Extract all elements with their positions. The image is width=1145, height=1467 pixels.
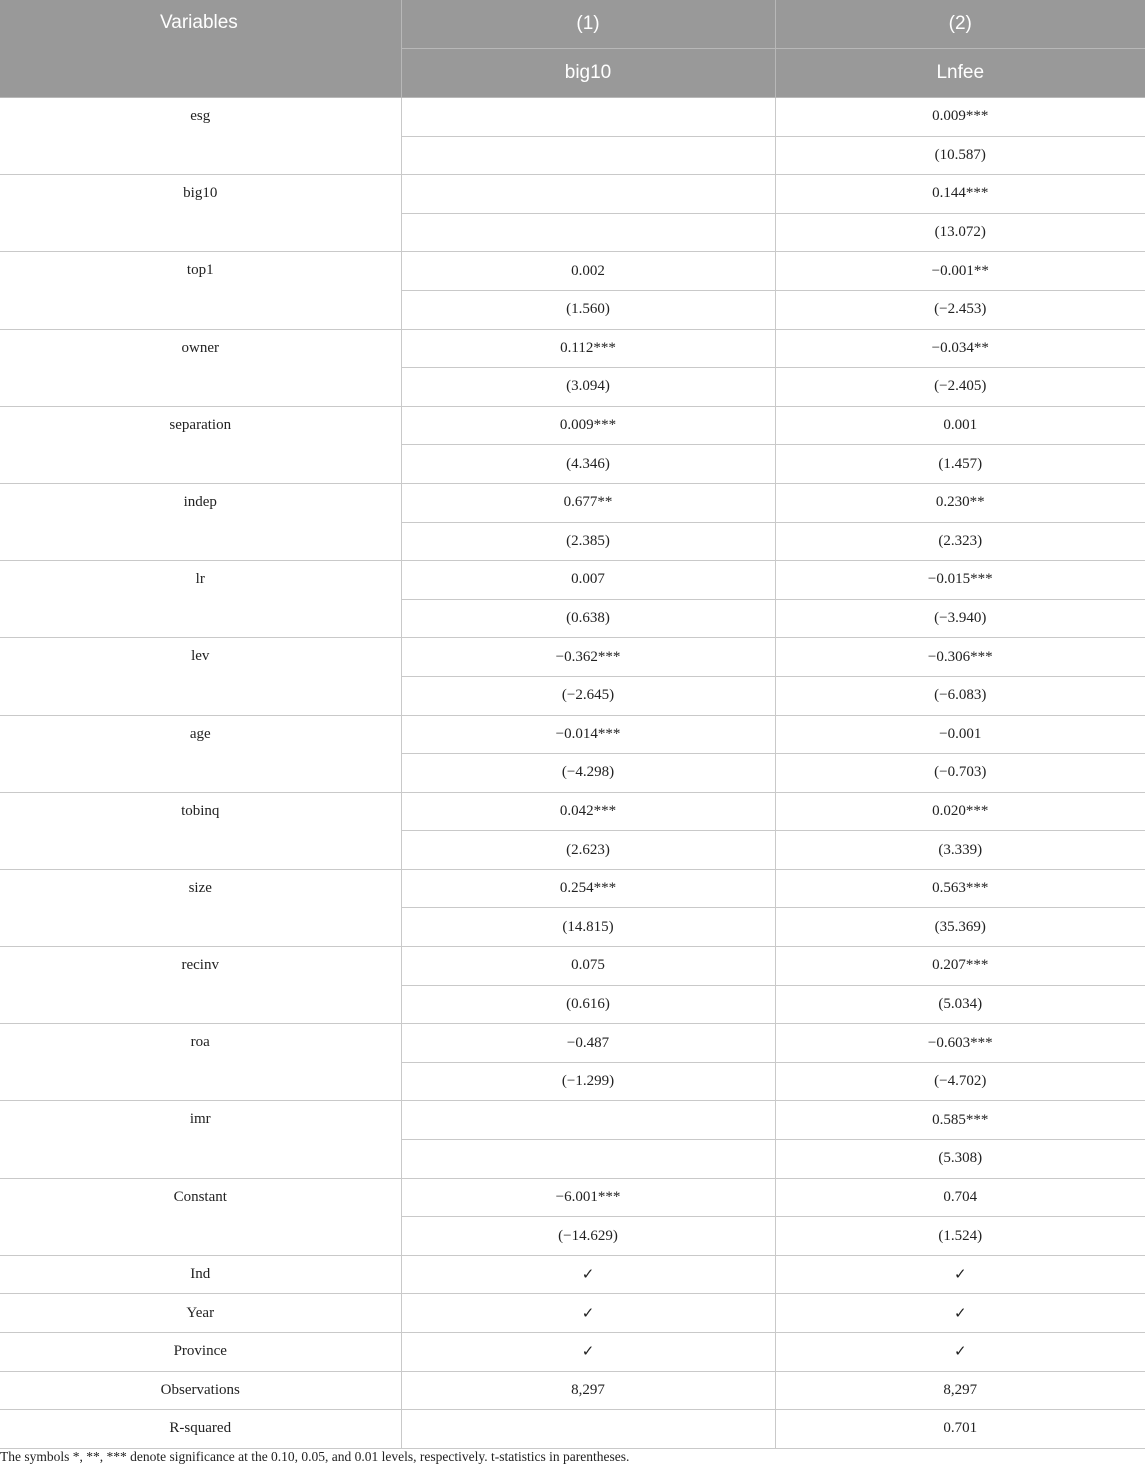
table-row [0, 175, 1145, 214]
coefficient-col-1 [401, 1101, 775, 1140]
value-col-1: 8,297 [401, 1371, 775, 1410]
t-stat-col-1: (2.623) [401, 831, 775, 870]
coefficient-col-1 [401, 98, 775, 137]
t-stat-col-2: (13.072) [775, 213, 1145, 252]
coefficient-col-2: −0.001 [775, 715, 1145, 754]
coefficient-col-1: 0.677** [401, 483, 775, 522]
variable-name: imr [0, 1101, 401, 1178]
variable-name: Ind [0, 1255, 401, 1294]
variable-name: age [0, 715, 401, 792]
coefficient-col-1: −0.487 [401, 1024, 775, 1063]
variable-name: tobinq [0, 792, 401, 869]
variable-name: separation [0, 406, 401, 483]
value-col-2: ✓ [775, 1333, 1145, 1372]
table-header [0, 0, 1145, 98]
table-row [0, 98, 1145, 137]
coefficient-col-1: 0.002 [401, 252, 775, 291]
t-stat-col-2: (−4.702) [775, 1062, 1145, 1101]
table-row [0, 252, 1145, 291]
column-2-dependent-variable: Lnfee [775, 49, 1145, 98]
variable-name: esg [0, 98, 401, 175]
t-stat-col-1: (−1.299) [401, 1062, 775, 1101]
table-row [0, 1294, 1145, 1333]
variables-header: Variables [0, 0, 401, 98]
t-stat-col-1: (−14.629) [401, 1217, 775, 1256]
t-stat-col-1: (−2.645) [401, 676, 775, 715]
value-col-2: 0.701 [775, 1410, 1145, 1449]
coefficient-col-1: 0.075 [401, 947, 775, 986]
coefficient-col-2: 0.563*** [775, 869, 1145, 908]
value-col-1: ✓ [401, 1255, 775, 1294]
table-row [0, 869, 1145, 908]
value-col-2: ✓ [775, 1255, 1145, 1294]
coefficient-col-1: −0.362*** [401, 638, 775, 677]
table-row [0, 1024, 1145, 1063]
t-stat-col-1 [401, 1140, 775, 1179]
coefficient-col-2: 0.585*** [775, 1101, 1145, 1140]
coefficient-col-1: −0.014*** [401, 715, 775, 754]
value-col-2: 8,297 [775, 1371, 1145, 1410]
coefficient-col-2: −0.306*** [775, 638, 1145, 677]
coefficient-col-2: −0.603*** [775, 1024, 1145, 1063]
column-2-number: (2) [775, 0, 1145, 49]
t-stat-col-2: (5.034) [775, 985, 1145, 1024]
t-stat-col-1: (2.385) [401, 522, 775, 561]
table-row [0, 947, 1145, 986]
variable-name: indep [0, 483, 401, 560]
variable-name: top1 [0, 252, 401, 329]
variable-name: roa [0, 1024, 401, 1101]
coefficient-col-1: 0.042*** [401, 792, 775, 831]
coefficient-col-1: 0.254*** [401, 869, 775, 908]
coefficient-col-2: 0.207*** [775, 947, 1145, 986]
t-stat-col-1: (1.560) [401, 290, 775, 329]
coefficient-col-1: 0.007 [401, 561, 775, 600]
coefficient-col-2: −0.001** [775, 252, 1145, 291]
coefficient-col-1: 0.009*** [401, 406, 775, 445]
t-stat-col-2: (1.457) [775, 445, 1145, 484]
table-body [0, 98, 1145, 1449]
variable-name: lev [0, 638, 401, 715]
t-stat-col-2: (5.308) [775, 1140, 1145, 1179]
table-row [0, 561, 1145, 600]
column-1-dependent-variable: big10 [401, 49, 775, 98]
t-stat-col-2: (2.323) [775, 522, 1145, 561]
t-stat-col-2: (−2.405) [775, 368, 1145, 407]
table-footnote: The symbols *, **, *** denote significance at the 0.10, 0.05, and 0.01 levels, respectively. t-statistics in parentheses. [0, 1449, 630, 1464]
coefficient-col-2: 0.009*** [775, 98, 1145, 137]
t-stat-col-2: (−3.940) [775, 599, 1145, 638]
value-col-1: ✓ [401, 1333, 775, 1372]
value-col-1: ✓ [401, 1294, 775, 1333]
coefficient-col-2: 0.001 [775, 406, 1145, 445]
t-stat-col-2: (−6.083) [775, 676, 1145, 715]
variable-name: lr [0, 561, 401, 638]
table-row [0, 1101, 1145, 1140]
t-stat-col-1: (0.616) [401, 985, 775, 1024]
variable-name: big10 [0, 175, 401, 252]
variable-name: Province [0, 1333, 401, 1372]
variable-name: recinv [0, 947, 401, 1024]
coefficient-col-2: 0.020*** [775, 792, 1145, 831]
coefficient-col-1 [401, 175, 775, 214]
variable-name: size [0, 869, 401, 946]
t-stat-col-2: (1.524) [775, 1217, 1145, 1256]
table-row [0, 715, 1145, 754]
coefficient-col-2: 0.704 [775, 1178, 1145, 1217]
t-stat-col-1 [401, 136, 775, 175]
t-stat-col-1: (14.815) [401, 908, 775, 947]
t-stat-col-1: (−4.298) [401, 754, 775, 793]
t-stat-col-2: (35.369) [775, 908, 1145, 947]
coefficient-col-2: 0.230** [775, 483, 1145, 522]
variable-name: owner [0, 329, 401, 406]
table-row [0, 638, 1145, 677]
coefficient-col-1: −6.001*** [401, 1178, 775, 1217]
column-1-number: (1) [401, 0, 775, 49]
coefficient-col-2: −0.015*** [775, 561, 1145, 600]
table-row [0, 406, 1145, 445]
value-col-1 [401, 1410, 775, 1449]
t-stat-col-2: (3.339) [775, 831, 1145, 870]
t-stat-col-1: (0.638) [401, 599, 775, 638]
variable-name: Year [0, 1294, 401, 1333]
variable-name: Observations [0, 1371, 401, 1410]
variable-name: R-squared [0, 1410, 401, 1449]
coefficient-col-1: 0.112*** [401, 329, 775, 368]
table-row [0, 1410, 1145, 1449]
coefficient-col-2: 0.144*** [775, 175, 1145, 214]
coefficient-col-2: −0.034** [775, 329, 1145, 368]
t-stat-col-2: (−0.703) [775, 754, 1145, 793]
table-row [0, 483, 1145, 522]
table-row [0, 1371, 1145, 1410]
t-stat-col-2: (−2.453) [775, 290, 1145, 329]
t-stat-col-2: (10.587) [775, 136, 1145, 175]
table-row [0, 792, 1145, 831]
table-row [0, 1178, 1145, 1217]
variable-name: Constant [0, 1178, 401, 1255]
table-row [0, 1333, 1145, 1372]
t-stat-col-1: (4.346) [401, 445, 775, 484]
t-stat-col-1 [401, 213, 775, 252]
table-row [0, 329, 1145, 368]
value-col-2: ✓ [775, 1294, 1145, 1333]
t-stat-col-1: (3.094) [401, 368, 775, 407]
table-row [0, 1255, 1145, 1294]
